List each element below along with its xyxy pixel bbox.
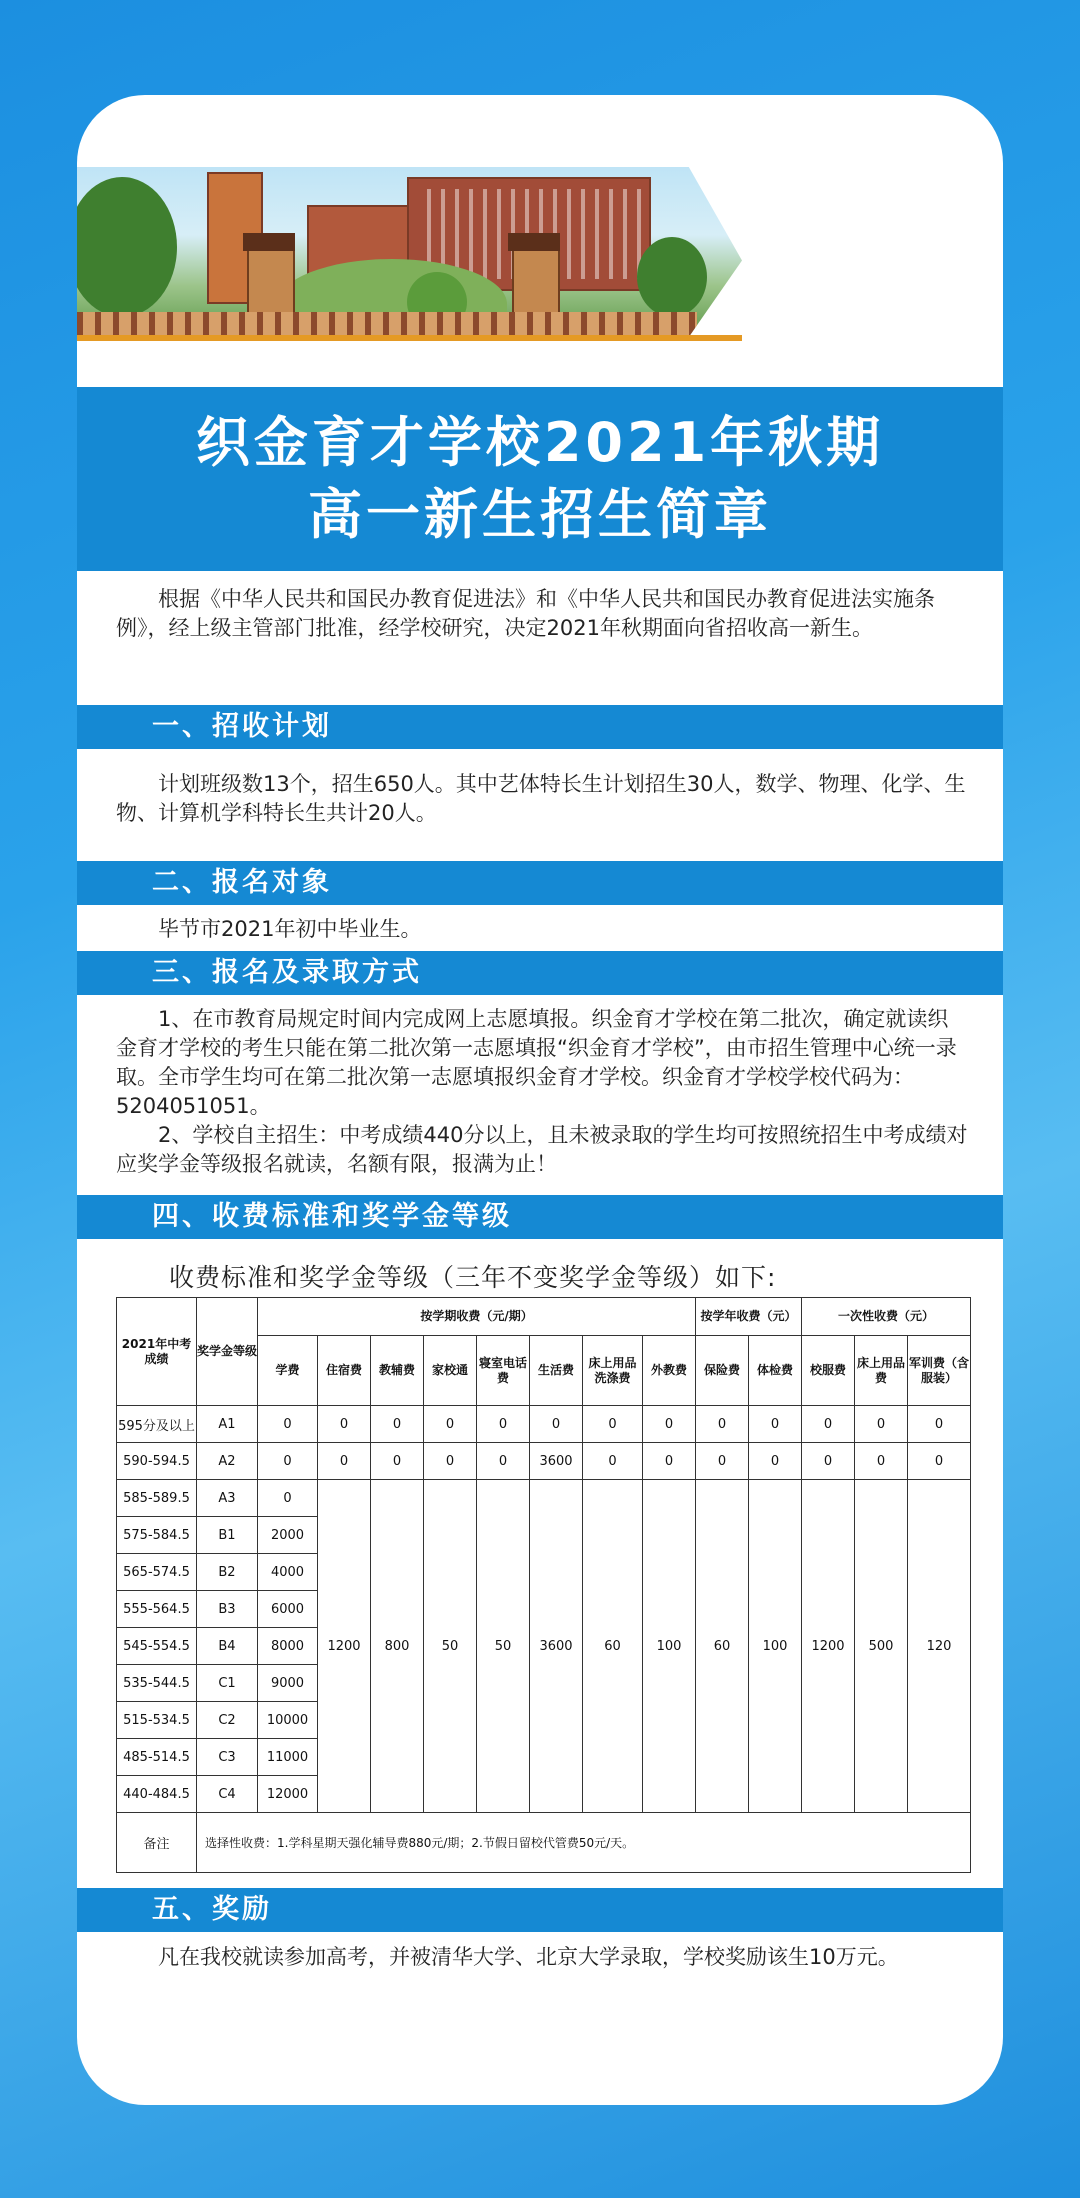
intro-paragraph: 根据《中华人民共和国民办教育促进法》和《中华人民共和国民办教育促进法实施条例》，经上级主管部门批准，经学校研究，决定2021年秋期面向省招收高一新生。 <box>116 587 935 640</box>
header-military: 军训费（含服装） <box>908 1336 971 1406</box>
score-cell: 485-514.5 <box>117 1739 197 1776</box>
value-cell: 0 <box>696 1406 749 1443</box>
tuition-cell: 10000 <box>258 1702 318 1739</box>
header-score: 2021年中考成绩 <box>117 1298 197 1406</box>
header-dorm-phone: 寝室电话费 <box>477 1336 530 1406</box>
value-cell: 0 <box>477 1443 530 1480</box>
level-cell: B1 <box>197 1517 258 1554</box>
value-cell: 0 <box>371 1443 424 1480</box>
header-bedding-wash: 床上用品洗涤费 <box>583 1336 643 1406</box>
header-school-home: 家校通 <box>424 1336 477 1406</box>
header-level: 奖学金等级 <box>197 1298 258 1406</box>
score-cell: 555-564.5 <box>117 1591 197 1628</box>
table-header-row <box>117 1298 971 1336</box>
value-cell: 0 <box>855 1406 908 1443</box>
value-cell: 0 <box>696 1443 749 1480</box>
header-bedding: 床上用品费 <box>855 1336 908 1406</box>
value-cell: 0 <box>424 1443 477 1480</box>
score-cell: 575-584.5 <box>117 1517 197 1554</box>
level-cell: B3 <box>197 1591 258 1628</box>
value-cell: 0 <box>318 1443 371 1480</box>
method-paragraphs: 1、在市教育局规定时间内完成网上志愿填报。织金育才学校在第二批次，确定就读织金育才学校的考生只能在第二批次第一志愿填报“织金育才学校”，由市招生管理中心统一录取。全市学生均可在第二批次第一志愿填报织金育才学校。织金育才学校学校代码为：5204051051。 2、学校自主招生：中考成绩440分以上，且未被录取的学生均可按照统招生中考成绩对应奖学金等级报名就读，名额有限，报满为止！ <box>116 1007 968 1176</box>
value-cell: 0 <box>258 1443 318 1480</box>
value-cell: 0 <box>908 1406 971 1443</box>
level-cell: C2 <box>197 1702 258 1739</box>
shared-cell: 60 <box>583 1480 643 1813</box>
value-cell: 3600 <box>530 1443 583 1480</box>
score-cell: 585-589.5 <box>117 1480 197 1517</box>
level-cell: A3 <box>197 1480 258 1517</box>
shared-cell: 50 <box>477 1480 530 1813</box>
section-heading-target: 二、报名对象 <box>77 861 1003 905</box>
fee-table <box>116 1297 971 1873</box>
section-heading-reward: 五、奖励 <box>77 1888 1003 1932</box>
value-cell: 0 <box>318 1406 371 1443</box>
note-text: 选择性收费：1.学科星期天强化辅导费880元/期；2.节假日留校代管费50元/天。 <box>197 1813 971 1873</box>
header-insurance: 保险费 <box>696 1336 749 1406</box>
campus-photo <box>77 167 742 337</box>
tuition-cell: 8000 <box>258 1628 318 1665</box>
reward-paragraph: 凡在我校就读参加高考，并被清华大学、北京大学录取，学校奖励该生10万元。 <box>158 1945 899 1969</box>
header-lodging: 住宿费 <box>318 1336 371 1406</box>
value-cell: 0 <box>908 1443 971 1480</box>
shared-cell: 50 <box>424 1480 477 1813</box>
value-cell: 0 <box>855 1443 908 1480</box>
header-uniform: 校服费 <box>802 1336 855 1406</box>
value-cell: 0 <box>371 1406 424 1443</box>
value-cell: 0 <box>643 1443 696 1480</box>
tuition-cell: 6000 <box>258 1591 318 1628</box>
shared-cell: 1200 <box>802 1480 855 1813</box>
level-cell: B4 <box>197 1628 258 1665</box>
photo-underline <box>77 335 742 341</box>
level-cell: C3 <box>197 1739 258 1776</box>
tuition-cell: 9000 <box>258 1665 318 1702</box>
section-heading-fees: 四、收费标准和奖学金等级 <box>77 1195 1003 1239</box>
level-cell: A2 <box>197 1443 258 1480</box>
shared-cell: 120 <box>908 1480 971 1813</box>
value-cell: 0 <box>258 1406 318 1443</box>
score-cell: 590-594.5 <box>117 1443 197 1480</box>
value-cell: 0 <box>749 1406 802 1443</box>
shared-cell: 3600 <box>530 1480 583 1813</box>
shared-cell: 500 <box>855 1480 908 1813</box>
score-cell: 545-554.5 <box>117 1628 197 1665</box>
shared-cell: 60 <box>696 1480 749 1813</box>
score-cell: 565-574.5 <box>117 1554 197 1591</box>
target-paragraph: 毕节市2021年初中毕业生。 <box>158 917 422 941</box>
header-foreign-teacher: 外教费 <box>643 1336 696 1406</box>
value-cell: 0 <box>424 1406 477 1443</box>
table-row <box>117 1406 971 1443</box>
value-cell: 0 <box>530 1406 583 1443</box>
value-cell: 0 <box>749 1443 802 1480</box>
plan-paragraph: 计划班级数13个，招生650人。其中艺体特长生计划招生30人，数学、物理、化学、生物、计算机学科特长生共计20人。 <box>116 772 966 825</box>
fee-table-caption: 收费标准和奖学金等级（三年不变奖学金等级）如下: <box>169 1263 777 1292</box>
level-cell: C1 <box>197 1665 258 1702</box>
level-cell: B2 <box>197 1554 258 1591</box>
shared-cell: 100 <box>749 1480 802 1813</box>
value-cell: 0 <box>583 1406 643 1443</box>
section-heading-method: 三、报名及录取方式 <box>77 951 1003 995</box>
shared-cell: 100 <box>643 1480 696 1813</box>
header-group-term: 按学期收费（元/期） <box>258 1298 696 1336</box>
tuition-cell: 12000 <box>258 1776 318 1813</box>
section-heading-plan: 一、招收计划 <box>77 705 1003 749</box>
level-cell: A1 <box>197 1406 258 1443</box>
header-tuition: 学费 <box>258 1336 318 1406</box>
title-line-2: 高一新生招生简章 <box>308 483 772 546</box>
header-materials: 教辅费 <box>371 1336 424 1406</box>
shared-cell: 800 <box>371 1480 424 1813</box>
value-cell: 0 <box>643 1406 696 1443</box>
value-cell: 0 <box>802 1406 855 1443</box>
score-cell: 440-484.5 <box>117 1776 197 1813</box>
header-group-year: 按学年收费（元） <box>696 1298 802 1336</box>
score-cell: 595分及以上 <box>117 1406 197 1443</box>
score-cell: 515-534.5 <box>117 1702 197 1739</box>
poster-card <box>77 95 1003 2105</box>
header-living: 生活费 <box>530 1336 583 1406</box>
value-cell: 0 <box>802 1443 855 1480</box>
level-cell: C4 <box>197 1776 258 1813</box>
value-cell: 0 <box>583 1443 643 1480</box>
title-line-1: 织金育才学校2021年秋期 <box>195 411 885 474</box>
score-cell: 535-544.5 <box>117 1665 197 1702</box>
note-label: 备注 <box>117 1813 197 1873</box>
header-checkup: 体检费 <box>749 1336 802 1406</box>
tuition-cell: 0 <box>258 1480 318 1517</box>
value-cell: 0 <box>477 1406 530 1443</box>
table-row <box>117 1480 971 1517</box>
tuition-cell: 4000 <box>258 1554 318 1591</box>
tuition-cell: 11000 <box>258 1739 318 1776</box>
shared-cell: 1200 <box>318 1480 371 1813</box>
table-row <box>117 1443 971 1480</box>
tuition-cell: 2000 <box>258 1517 318 1554</box>
title-banner <box>77 387 1003 571</box>
table-note-row <box>117 1813 971 1873</box>
header-group-once: 一次性收费（元） <box>802 1298 971 1336</box>
